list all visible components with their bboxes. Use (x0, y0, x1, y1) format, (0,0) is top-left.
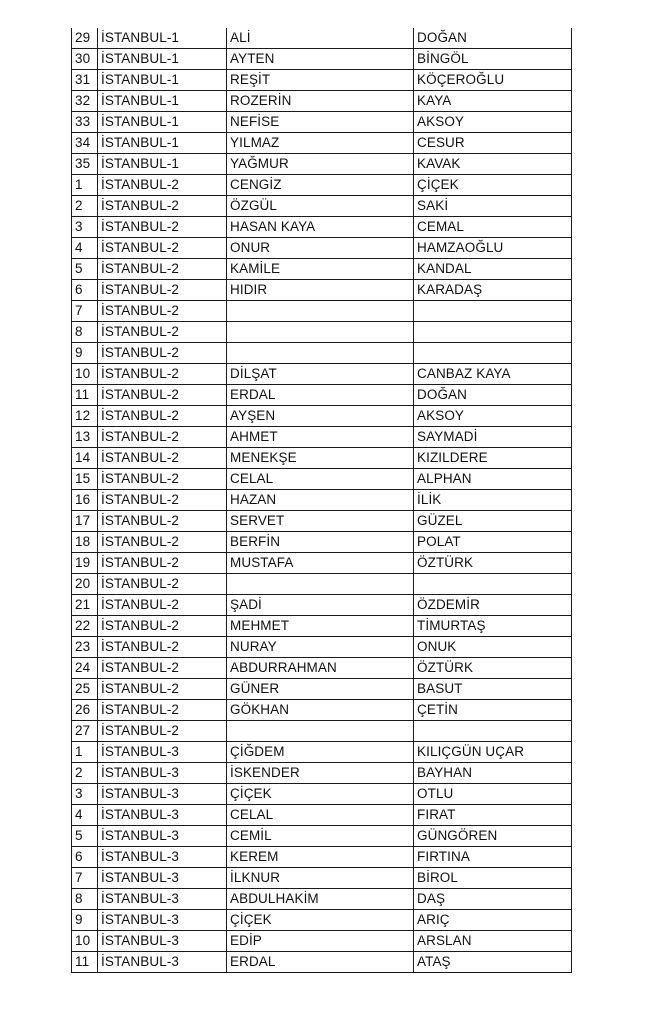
first-name-cell (227, 721, 414, 742)
first-name-cell: EDİP (227, 931, 414, 952)
table-row (72, 469, 572, 490)
row-number-cell: 21 (72, 595, 98, 616)
surname-cell: BASUT (414, 679, 572, 700)
table-row (72, 511, 572, 532)
province-cell: İSTANBUL-1 (98, 133, 227, 154)
row-number-cell: 8 (72, 889, 98, 910)
surname-cell: ONUK (414, 637, 572, 658)
table-row (72, 658, 572, 679)
province-cell: İSTANBUL-1 (98, 49, 227, 70)
table-row (72, 784, 572, 805)
surname-cell: ÖZTÜRK (414, 553, 572, 574)
surname-cell: DAŞ (414, 889, 572, 910)
row-number-cell: 25 (72, 679, 98, 700)
province-cell: İSTANBUL-1 (98, 91, 227, 112)
province-cell: İSTANBUL-2 (98, 280, 227, 301)
province-cell: İSTANBUL-2 (98, 175, 227, 196)
row-number-cell: 9 (72, 910, 98, 931)
surname-cell: TİMURTAŞ (414, 616, 572, 637)
table-row (72, 763, 572, 784)
first-name-cell: REŞİT (227, 70, 414, 91)
province-cell: İSTANBUL-2 (98, 658, 227, 679)
row-number-cell: 24 (72, 658, 98, 679)
first-name-cell: ÇİĞDEM (227, 742, 414, 763)
surname-cell: CEMAL (414, 217, 572, 238)
table-row (72, 49, 572, 70)
first-name-cell: ABDURRAHMAN (227, 658, 414, 679)
surname-cell (414, 574, 572, 595)
table-row (72, 196, 572, 217)
first-name-cell: YILMAZ (227, 133, 414, 154)
surname-cell (414, 343, 572, 364)
row-number-cell: 3 (72, 217, 98, 238)
first-name-cell: GÖKHAN (227, 700, 414, 721)
table-row (72, 910, 572, 931)
surname-cell: ARSLAN (414, 931, 572, 952)
surname-cell: CESUR (414, 133, 572, 154)
table-row (72, 280, 572, 301)
province-cell: İSTANBUL-2 (98, 427, 227, 448)
table-row (72, 427, 572, 448)
first-name-cell: NEFİSE (227, 112, 414, 133)
province-cell: İSTANBUL-2 (98, 679, 227, 700)
province-cell: İSTANBUL-2 (98, 637, 227, 658)
table-row (72, 574, 572, 595)
row-number-cell: 9 (72, 343, 98, 364)
row-number-cell: 19 (72, 553, 98, 574)
province-cell: İSTANBUL-2 (98, 490, 227, 511)
row-number-cell: 11 (72, 385, 98, 406)
surname-cell: ALPHAN (414, 469, 572, 490)
surname-cell: BAYHAN (414, 763, 572, 784)
first-name-cell: MUSTAFA (227, 553, 414, 574)
first-name-cell: HIDIR (227, 280, 414, 301)
table-row (72, 91, 572, 112)
table-row (72, 595, 572, 616)
surname-cell (414, 721, 572, 742)
surname-cell: DOĞAN (414, 28, 572, 49)
row-number-cell: 26 (72, 700, 98, 721)
row-number-cell: 32 (72, 91, 98, 112)
row-number-cell: 34 (72, 133, 98, 154)
province-cell: İSTANBUL-2 (98, 721, 227, 742)
province-cell: İSTANBUL-2 (98, 217, 227, 238)
table-row (72, 406, 572, 427)
surname-cell: OTLU (414, 784, 572, 805)
table-row (72, 553, 572, 574)
table-row (72, 721, 572, 742)
province-cell: İSTANBUL-2 (98, 700, 227, 721)
province-cell: İSTANBUL-2 (98, 238, 227, 259)
row-number-cell: 10 (72, 364, 98, 385)
surname-cell: GÜNGÖREN (414, 826, 572, 847)
first-name-cell: ERDAL (227, 952, 414, 973)
first-name-cell: MENEKŞE (227, 448, 414, 469)
province-cell: İSTANBUL-2 (98, 595, 227, 616)
row-number-cell: 22 (72, 616, 98, 637)
surname-cell: KIZILDERE (414, 448, 572, 469)
surname-cell (414, 301, 572, 322)
first-name-cell: CELAL (227, 805, 414, 826)
province-cell: İSTANBUL-2 (98, 301, 227, 322)
province-cell: İSTANBUL-3 (98, 763, 227, 784)
table-row (72, 238, 572, 259)
surname-cell: KARADAŞ (414, 280, 572, 301)
province-cell: İSTANBUL-2 (98, 343, 227, 364)
row-number-cell: 7 (72, 868, 98, 889)
table-row (72, 175, 572, 196)
province-cell: İSTANBUL-3 (98, 889, 227, 910)
province-cell: İSTANBUL-1 (98, 154, 227, 175)
first-name-cell: ÇİÇEK (227, 784, 414, 805)
first-name-cell (227, 343, 414, 364)
surname-cell: KAVAK (414, 154, 572, 175)
row-number-cell: 18 (72, 532, 98, 553)
row-number-cell: 30 (72, 49, 98, 70)
row-number-cell: 16 (72, 490, 98, 511)
first-name-cell: DİLŞAT (227, 364, 414, 385)
row-number-cell: 27 (72, 721, 98, 742)
first-name-cell: KAMİLE (227, 259, 414, 280)
first-name-cell: CENGİZ (227, 175, 414, 196)
surname-cell: BİROL (414, 868, 572, 889)
province-cell: İSTANBUL-3 (98, 952, 227, 973)
row-number-cell: 31 (72, 70, 98, 91)
table-row (72, 532, 572, 553)
province-cell: İSTANBUL-3 (98, 784, 227, 805)
province-cell: İSTANBUL-3 (98, 742, 227, 763)
surname-cell: AKSOY (414, 406, 572, 427)
table-row (72, 847, 572, 868)
row-number-cell: 33 (72, 112, 98, 133)
surname-cell: ATAŞ (414, 952, 572, 973)
table-row (72, 637, 572, 658)
first-name-cell: ABDULHAKİM (227, 889, 414, 910)
province-cell: İSTANBUL-3 (98, 868, 227, 889)
province-cell: İSTANBUL-2 (98, 322, 227, 343)
row-number-cell: 6 (72, 847, 98, 868)
table-row (72, 217, 572, 238)
first-name-cell: GÜNER (227, 679, 414, 700)
first-name-cell: MEHMET (227, 616, 414, 637)
table-row (72, 112, 572, 133)
surname-cell: KÖÇEROĞLU (414, 70, 572, 91)
province-cell: İSTANBUL-3 (98, 931, 227, 952)
province-cell: İSTANBUL-3 (98, 805, 227, 826)
row-number-cell: 17 (72, 511, 98, 532)
table-row (72, 322, 572, 343)
surname-cell: FIRAT (414, 805, 572, 826)
first-name-cell: İLKNUR (227, 868, 414, 889)
province-cell: İSTANBUL-2 (98, 532, 227, 553)
candidate-table-body (72, 28, 572, 973)
province-cell: İSTANBUL-2 (98, 574, 227, 595)
row-number-cell: 13 (72, 427, 98, 448)
table-row (72, 826, 572, 847)
first-name-cell (227, 301, 414, 322)
surname-cell: ARIÇ (414, 910, 572, 931)
surname-cell: CANBAZ KAYA (414, 364, 572, 385)
province-cell: İSTANBUL-2 (98, 364, 227, 385)
first-name-cell: ROZERİN (227, 91, 414, 112)
surname-cell: FIRTINA (414, 847, 572, 868)
table-row (72, 868, 572, 889)
first-name-cell (227, 322, 414, 343)
row-number-cell: 8 (72, 322, 98, 343)
first-name-cell: YAĞMUR (227, 154, 414, 175)
first-name-cell: CELAL (227, 469, 414, 490)
first-name-cell: ERDAL (227, 385, 414, 406)
surname-cell: ÖZTÜRK (414, 658, 572, 679)
table-row (72, 301, 572, 322)
surname-cell: DOĞAN (414, 385, 572, 406)
first-name-cell: NURAY (227, 637, 414, 658)
province-cell: İSTANBUL-3 (98, 847, 227, 868)
surname-cell: ÇİÇEK (414, 175, 572, 196)
table-row (72, 679, 572, 700)
surname-cell: KILIÇGÜN UÇAR (414, 742, 572, 763)
row-number-cell: 2 (72, 196, 98, 217)
first-name-cell: KEREM (227, 847, 414, 868)
row-number-cell: 11 (72, 952, 98, 973)
province-cell: İSTANBUL-1 (98, 70, 227, 91)
surname-cell: AKSOY (414, 112, 572, 133)
first-name-cell: CEMİL (227, 826, 414, 847)
first-name-cell: ÖZGÜL (227, 196, 414, 217)
table-row (72, 385, 572, 406)
row-number-cell: 10 (72, 931, 98, 952)
surname-cell: KANDAL (414, 259, 572, 280)
row-number-cell: 12 (72, 406, 98, 427)
province-cell: İSTANBUL-2 (98, 469, 227, 490)
row-number-cell: 4 (72, 805, 98, 826)
row-number-cell: 20 (72, 574, 98, 595)
first-name-cell: HAZAN (227, 490, 414, 511)
first-name-cell: BERFİN (227, 532, 414, 553)
table-row (72, 700, 572, 721)
first-name-cell: ŞADİ (227, 595, 414, 616)
table-row (72, 343, 572, 364)
first-name-cell (227, 574, 414, 595)
first-name-cell: İSKENDER (227, 763, 414, 784)
surname-cell: SAKİ (414, 196, 572, 217)
row-number-cell: 14 (72, 448, 98, 469)
surname-cell: ÖZDEMİR (414, 595, 572, 616)
surname-cell: SAYMADİ (414, 427, 572, 448)
surname-cell: ÇETİN (414, 700, 572, 721)
first-name-cell: ALİ (227, 28, 414, 49)
province-cell: İSTANBUL-2 (98, 553, 227, 574)
table-row (72, 28, 572, 49)
row-number-cell: 35 (72, 154, 98, 175)
row-number-cell: 1 (72, 175, 98, 196)
table-row (72, 259, 572, 280)
table-row (72, 154, 572, 175)
surname-cell: HAMZAOĞLU (414, 238, 572, 259)
province-cell: İSTANBUL-2 (98, 196, 227, 217)
row-number-cell: 23 (72, 637, 98, 658)
table-row (72, 805, 572, 826)
surname-cell (414, 322, 572, 343)
table-row (72, 952, 572, 973)
first-name-cell: HASAN KAYA (227, 217, 414, 238)
province-cell: İSTANBUL-2 (98, 511, 227, 532)
surname-cell: KAYA (414, 91, 572, 112)
row-number-cell: 5 (72, 826, 98, 847)
table-row (72, 133, 572, 154)
province-cell: İSTANBUL-2 (98, 448, 227, 469)
table-row (72, 70, 572, 91)
first-name-cell: AYŞEN (227, 406, 414, 427)
first-name-cell: ONUR (227, 238, 414, 259)
province-cell: İSTANBUL-3 (98, 910, 227, 931)
province-cell: İSTANBUL-2 (98, 385, 227, 406)
surname-cell: İLİK (414, 490, 572, 511)
province-cell: İSTANBUL-2 (98, 406, 227, 427)
surname-cell: POLAT (414, 532, 572, 553)
table-row (72, 616, 572, 637)
row-number-cell: 3 (72, 784, 98, 805)
surname-cell: BİNGÖL (414, 49, 572, 70)
first-name-cell: AYTEN (227, 49, 414, 70)
first-name-cell: SERVET (227, 511, 414, 532)
row-number-cell: 7 (72, 301, 98, 322)
table-row (72, 742, 572, 763)
row-number-cell: 2 (72, 763, 98, 784)
row-number-cell: 5 (72, 259, 98, 280)
table-row (72, 889, 572, 910)
row-number-cell: 4 (72, 238, 98, 259)
province-cell: İSTANBUL-2 (98, 616, 227, 637)
first-name-cell: ÇİÇEK (227, 910, 414, 931)
row-number-cell: 1 (72, 742, 98, 763)
row-number-cell: 29 (72, 28, 98, 49)
first-name-cell: AHMET (227, 427, 414, 448)
table-row (72, 448, 572, 469)
province-cell: İSTANBUL-1 (98, 112, 227, 133)
table-row (72, 364, 572, 385)
table-row (72, 490, 572, 511)
candidate-table (71, 28, 572, 973)
row-number-cell: 15 (72, 469, 98, 490)
surname-cell: GÜZEL (414, 511, 572, 532)
province-cell: İSTANBUL-1 (98, 28, 227, 49)
province-cell: İSTANBUL-2 (98, 259, 227, 280)
row-number-cell: 6 (72, 280, 98, 301)
province-cell: İSTANBUL-3 (98, 826, 227, 847)
table-row (72, 931, 572, 952)
